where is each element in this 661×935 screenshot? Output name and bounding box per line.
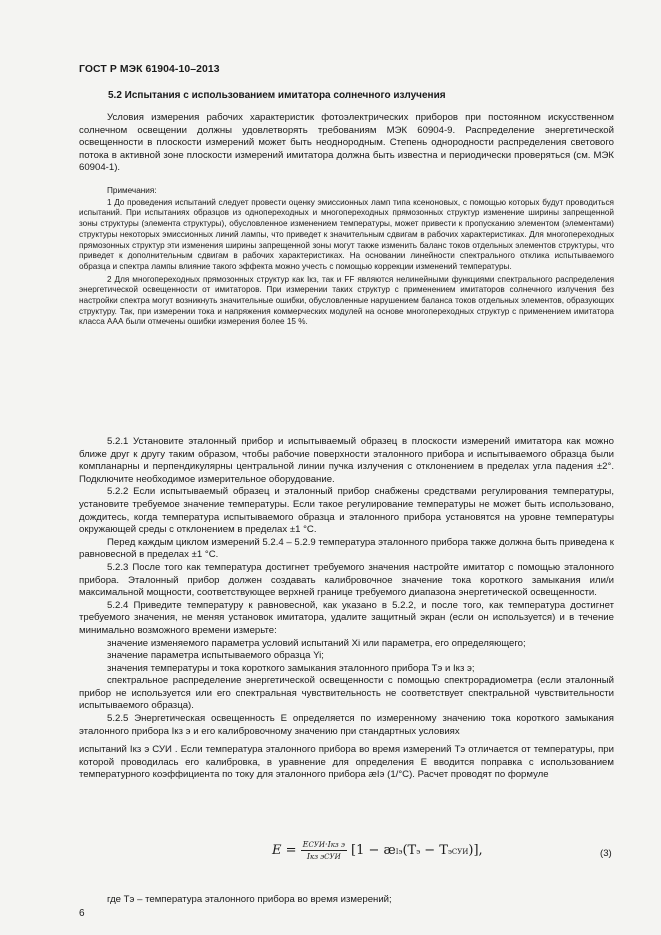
- clause-5-2-1: 5.2.1 Установите эталонный прибор и испытываемый образец в плоскости измерений имитатора как можно ближе друг к другу таким образом, чтобы рабочие поверхности эталонного прибора и испытываемого образца были компланарны и перпендикулярны центральной линии пучка излучения с отклонением в пределах угла падения ±2°. Подключите необходимое измерительное оборудование.: [79, 436, 614, 485]
- clause-5-2-3: 5.2.3 После того как температура достигнет требуемого значения настройте имитатор с помощью эталонного прибора. Эталонный прибор должен создавать калибровочное значение тока короткого замыкания или/и максимальной мощности, соответствующее верхней границе требуемого диапазона энергетической освещенности.: [79, 561, 614, 599]
- clause-5-2-5: 5.2.5 Энергетическая освещенность E определяется по измеренному значению тока короткого замыкания эталонного прибора Iкз э и его калибровочному значению при стандартных условиях: [79, 713, 614, 737]
- clause-5-2-2-b: Перед каждым циклом измерений 5.2.4 – 5.2.9 температура эталонного прибора также должна быть приведена к равновесной в пределах ±1 °С.: [79, 536, 614, 561]
- measure-item-1: значение изменяемого параметра условий испытаний Xi или параметра, его определяющего;: [107, 637, 526, 649]
- clause-5-2-2: 5.2.2 Если испытываемый образец и эталонный прибор снабжены средствами регулирования температуры, установите требуемое значение температуры. Если такое регулирование температуры не может быть использовано, дождитесь, когда температура испытываемого образца и эталонного прибора установятся на уровне температуры окружающей среды с отклонением в пределах ±1 °С.: [79, 486, 614, 536]
- measure-item-4: спектральное распределение энергетической освещенности с помощью спектрорадиометра (если эталонный прибор не используется или его спектральная чувствительность не соответствует спектральной чувствительности испытываемого образца).: [79, 675, 614, 712]
- note-2: 2 Для многопереходных прямозонных структур как Iкз, так и FF являются нелинейными функциями спектрального распределения энергетической освещенности от имитаторов. При измерении таких структур с применением имитаторов солнечного излучения без настройки спектра могут возникнуть значительные ошибки, обусловленные нарушением баланса токов отдельных элементов, образующих структуру. Так, при измерении тока и напряжения коммерческих модулей на основе многопереходных структур с применением имитатора класса ААА были отмечены ошибки измерения более 15 %.: [79, 274, 614, 327]
- measure-item-3: значения температуры и тока короткого замыкания эталонного прибора Tэ и Iкз э;: [107, 662, 475, 674]
- formula-fraction: $\frac{\text{EСУИ·Iкз э}}{\text{Iкз эСУИ}}$: [302, 840, 345, 861]
- intro-paragraph: Условия измерения рабочих характеристик фотоэлектрических приборов при постоянном искусственном солнечном освещении должны удовлетворять требованиям МЭК 60904-9. Распределение энергетической освещенности в плоскости измерений может быть неоднородным. Степень однородности распределения светового потока в активной зоне плоскости измерений имитатора должна быть известна и периодически проверяться (см. МЭК 60904-1).: [79, 112, 614, 174]
- notes-label: Примечания:: [107, 186, 157, 195]
- equation-number: (3): [600, 848, 612, 859]
- document-header: ГОСТ Р МЭК 61904-10–2013: [79, 64, 220, 75]
- measure-item-2: значение параметра испытываемого образца Yi;: [107, 650, 324, 662]
- section-title: 5.2 Испытания с использованием имитатора солнечного излучения: [108, 90, 446, 101]
- notes-block: [79, 186, 614, 328]
- where-clause: где Tэ – температура эталонного прибора во время измерений;: [107, 894, 392, 905]
- formula-3: E = $\frac{\text{EСУИ·Iкз э}}{\text{Iкз эСУИ}}$ [1 − æIэ(Tэ − TэСУИ)],: [272, 840, 483, 861]
- page-number: 6: [79, 908, 85, 919]
- note-1: 1 До проведения испытаний следует провести оценку эмиссионных ламп типа ксеноновых, с помощью которых будут проводиться испытаний. При испытаниях образцов из однопереходных и многопереходных прямозонных структур изменение ширины запрещенной зоны структуры (элемента структуры), обусловленное изменением температуры, может привести к пропусканию элементом (элементами) структуры некоторых эмиссионных линий лампы, что приведет к значительным сдвигам в рабочих характеристиках. Для многопереходных прямозонных структур эти изменения ширины запрещенной зоны могут также изменить баланс токов отдельных элементов структуры, что приведет к дополнительным сдвигам в рабочих характеристиках. На основании линейности спектрального отклика испытываемого образца и спектра лампы влияние такого эффекта можно учесть с помощью коррекции изменений температуры.: [79, 197, 614, 271]
- clauses-block: [79, 436, 614, 782]
- clause-5-2-4: 5.2.4 Приведите температуру к равновесной, как указано в 5.2.2, и после того, как температура достигнет требуемого значения, не меняя установок имитатора, удалите защитный экран (если он используется) и в течение минимально возможного времени измерьте:: [79, 599, 614, 636]
- clause-5-2-5-b: испытаний Iкз э СУИ . Если температура эталонного прибора во время измерений Tэ отличается от температуры, при которой проводилась его калибровка, в уравнение для определения E вводится поправка с использованием температурного коэффициента по току для эталонного прибора æIэ (1/°С). Расчет проводят по формуле: [79, 744, 614, 781]
